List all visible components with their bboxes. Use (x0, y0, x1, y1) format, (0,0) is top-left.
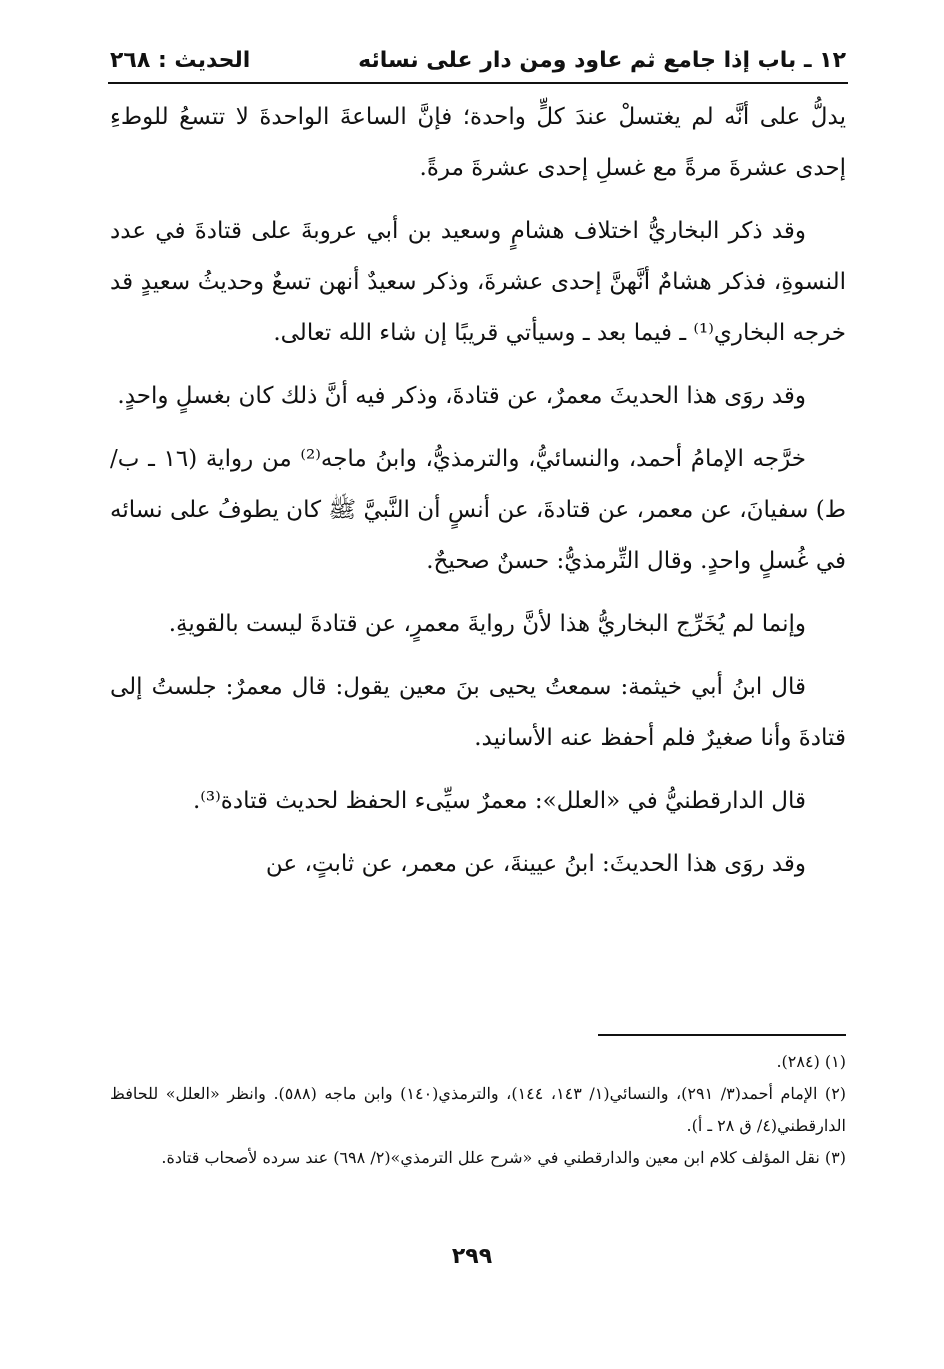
header-rule (108, 82, 848, 84)
footnote: (١) (٢٨٤). (776, 1052, 846, 1071)
paragraph: خرَّجه الإمامُ أحمد، والنسائيُّ، والترمذيُّ، وابنُ ماجه⁽²⁾ من رواية (١٦ ـ ب/ ط) سفيانَ، عن معمر، عن قتادةَ، عن أنسٍ أن النَّبيَّ ﷺ كان يطوفُ على نسائه في غُسلٍ واحدٍ. وقال التِّرمذيُّ: حسنٌ صحيحٌ. (110, 446, 846, 574)
footnote: (٢) الإمام أحمد(٣/ ٢٩١)، والنسائي(١/ ١٤٣، ١٤٤)، والترمذي(١٤٠) وابن ماجه (٥٨٨). وانظر «العلل» للحافظ الدارقطني(٤/ ق ٢٨ ـ أ). (110, 1084, 847, 1135)
paragraph: وقد ذكر البخاريُّ اختلاف هشامٍ وسعيد بن أبي عروبةَ على قتادةَ في عدد النسوةِ، فذكر هشامٌ أنَّهنَّ إحدى عشرةَ، وذكر سعيدٌ أنهن تسعٌ وحديثُ سعيدٍ قد خرجه البخاري⁽¹⁾ ـ فيما بعد ـ وسيأتي قريبًا إن شاء الله تعالى. (110, 218, 846, 346)
paragraph: وقد روَى هذا الحديثَ: ابنُ عيينةَ، عن معمر، عن ثابتٍ، عن (265, 851, 806, 877)
footnotes (110, 1046, 846, 1174)
chapter-title: ١٢ ـ باب إذا جامع ثم عاود ومن دار على نسائه (358, 47, 846, 73)
paragraph: وإنما لم يُخَرِّج البخاريُّ هذا لأنَّ روايةَ معمرٍ، عن قتادةَ ليست بالقويةِ. (168, 611, 806, 637)
running-header (110, 38, 846, 82)
paragraph: يدلُّ على أنَّه لم يغتسلْ عندَ كلٍّ واحدة؛ فإنَّ الساعةَ الواحدةَ لا تتسعُ للوطءِ إحدى عشرةَ مرةً مع غسلِ إحدى عشرةَ مرةً. (110, 104, 846, 181)
hadith-number-label: الحديث : ٢٦٨ (110, 47, 251, 73)
paragraph: قال ابنُ أبي خيثمة: سمعتُ يحيى بنَ معين يقول: قال معمرٌ: جلستُ إلى قتادةَ وأنا صغيرٌ فلم أحفظ عنه الأسانيد. (110, 674, 846, 751)
main-text (110, 92, 846, 902)
footnote-separator (598, 1034, 846, 1036)
paragraph: وقد روَى هذا الحديثَ معمرٌ، عن قتادةَ، وذكر فيه أنَّ ذلك كان بغسلٍ واحدٍ. (117, 383, 806, 409)
footnote: (٣) نقل المؤلف كلام ابن معين والدارقطني في «شرح علل الترمذي»(٢/ ٦٩٨) عند سرده لأصحاب قتادة. (161, 1148, 846, 1167)
paragraph: قال الدارقطنيُّ في «العلل»: معمرٌ سيِّىء الحفظ لحديث قتادة⁽³⁾. (192, 788, 806, 814)
page-number: ٢٩٩ (451, 1244, 493, 1269)
